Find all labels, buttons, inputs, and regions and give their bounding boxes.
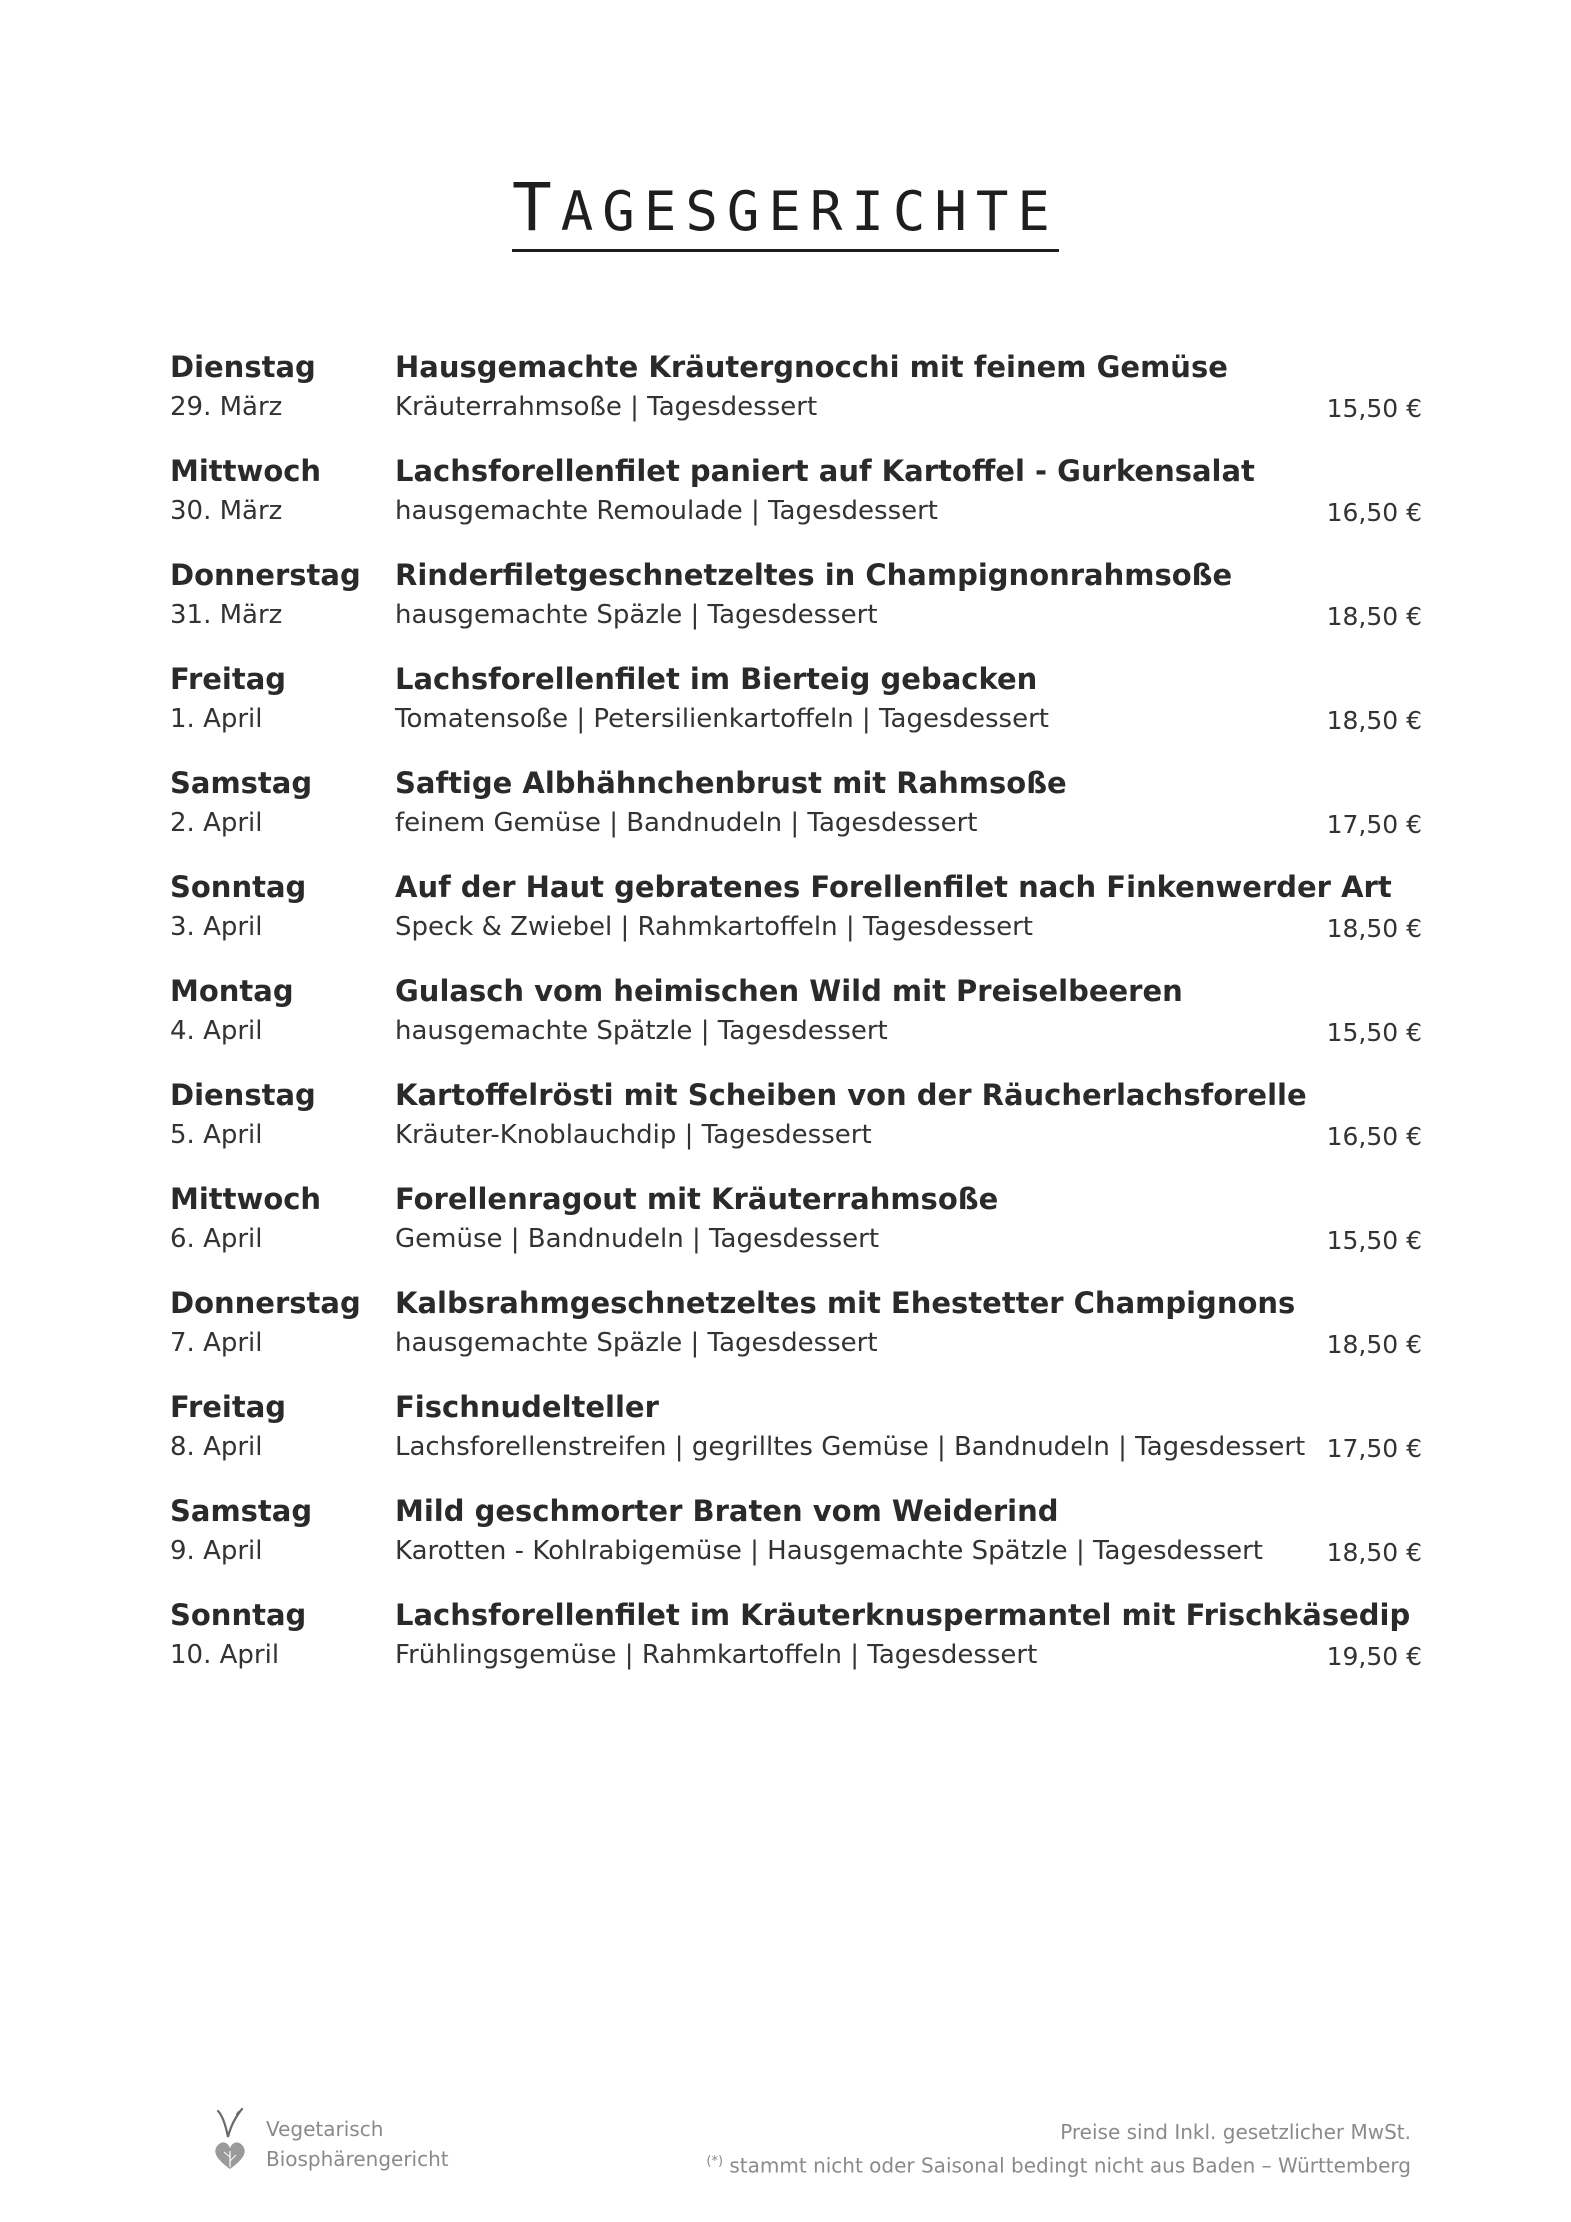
menu-entry <box>170 1286 1422 1390</box>
menu-day: Donnerstag <box>170 1286 361 1320</box>
menu-list <box>170 350 1422 1702</box>
menu-date: 30. März <box>170 496 283 526</box>
menu-entry <box>170 454 1422 558</box>
menu-dish: Rinderfiletgeschnetzeltes in Champignonrahmsoße <box>395 558 1233 592</box>
menu-entry <box>170 1390 1422 1494</box>
menu-sides: hausgemachte Remoulade | Tagesdessert <box>395 496 939 526</box>
menu-dish: Kalbsrahmgeschnetzeltes mit Ehestetter Champignons <box>395 1286 1296 1320</box>
menu-date: 7. April <box>170 1328 263 1358</box>
menu-entry <box>170 766 1422 870</box>
menu-day: Freitag <box>170 1390 287 1424</box>
menu-dish: Lachsforellenfilet im Kräuterknuspermantel mit Frischkäsedip <box>395 1598 1411 1632</box>
menu-price: 18,50 € <box>1326 706 1422 735</box>
menu-sides: hausgemachte Spätzle | Tagesdessert <box>395 1016 888 1046</box>
footnote-origin-text: stammt nicht oder Saisonal bedingt nicht aus Baden – Württemberg <box>723 2153 1411 2178</box>
menu-entry <box>170 1078 1422 1182</box>
menu-sides: Tomatensoße | Petersilienkartoffeln | Tagesdessert <box>395 704 1049 734</box>
menu-price: 15,50 € <box>1326 1018 1422 1047</box>
menu-day: Samstag <box>170 1494 313 1528</box>
menu-day: Mittwoch <box>170 1182 322 1216</box>
menu-date: 8. April <box>170 1432 263 1462</box>
legend-biosphere-label: Biosphärengericht <box>266 2147 449 2171</box>
menu-dish: Auf der Haut gebratenes Forellenfilet nach Finkenwerder Art <box>395 870 1392 904</box>
menu-dish: Saftige Albhähnchenbrust mit Rahmsoße <box>395 766 1067 800</box>
page-title <box>0 169 1571 252</box>
menu-day: Mittwoch <box>170 454 322 488</box>
menu-sides: hausgemachte Späzle | Tagesdessert <box>395 1328 878 1358</box>
menu-date: 2. April <box>170 808 263 838</box>
page-title-rest: AGESGERICHTE <box>560 180 1059 243</box>
footnote-marker: (*) <box>706 2154 724 2169</box>
menu-price: 19,50 € <box>1326 1642 1422 1671</box>
page-title-text <box>512 169 1059 252</box>
menu-sides: hausgemachte Späzle | Tagesdessert <box>395 600 878 630</box>
menu-dish: Fischnudelteller <box>395 1390 659 1424</box>
footnote-vat: Preise sind Inkl. gesetzlicher MwSt. <box>1060 2120 1411 2144</box>
menu-price: 17,50 € <box>1326 1434 1422 1463</box>
menu-date: 6. April <box>170 1224 263 1254</box>
menu-entry <box>170 1182 1422 1286</box>
menu-dish: Lachsforellenfilet paniert auf Kartoffel - Gurkensalat <box>395 454 1255 488</box>
menu-sides: Gemüse | Bandnudeln | Tagesdessert <box>395 1224 880 1254</box>
menu-day: Donnerstag <box>170 558 361 592</box>
menu-dish: Lachsforellenfilet im Bierteig gebacken <box>395 662 1038 696</box>
heart-leaf-icon <box>210 2137 250 2173</box>
menu-sides: Karotten - Kohlrabigemüse | Hausgemachte Spätzle | Tagesdessert <box>395 1536 1263 1566</box>
menu-price: 16,50 € <box>1326 498 1422 527</box>
menu-day: Sonntag <box>170 870 307 904</box>
footnote-origin <box>706 2147 1411 2181</box>
menu-entry <box>170 974 1422 1078</box>
menu-date: 9. April <box>170 1536 263 1566</box>
menu-sides: Frühlingsgemüse | Rahmkartoffeln | Tagesdessert <box>395 1640 1038 1670</box>
menu-entry <box>170 870 1422 974</box>
menu-date: 3. April <box>170 912 263 942</box>
menu-sides: feinem Gemüse | Bandnudeln | Tagesdessert <box>395 808 978 838</box>
menu-day: Freitag <box>170 662 287 696</box>
menu-date: 5. April <box>170 1120 263 1150</box>
menu-day: Dienstag <box>170 350 316 384</box>
menu-date: 4. April <box>170 1016 263 1046</box>
menu-entry <box>170 350 1422 454</box>
menu-dish: Hausgemachte Kräutergnocchi mit feinem Gemüse <box>395 350 1228 384</box>
menu-sides: Speck & Zwiebel | Rahmkartoffeln | Tagesdessert <box>395 912 1033 942</box>
menu-sides: Lachsforellenstreifen | gegrilltes Gemüse | Bandnudeln | Tagesdessert <box>395 1432 1306 1462</box>
menu-dish: Mild geschmorter Braten vom Weiderind <box>395 1494 1059 1528</box>
page-title-initial: T <box>512 169 561 246</box>
menu-date: 10. April <box>170 1640 280 1670</box>
menu-price: 18,50 € <box>1326 914 1422 943</box>
menu-price: 15,50 € <box>1326 1226 1422 1255</box>
menu-date: 1. April <box>170 704 263 734</box>
menu-entry <box>170 662 1422 766</box>
menu-entry <box>170 558 1422 662</box>
menu-price: 18,50 € <box>1326 1330 1422 1359</box>
legend-vegetarian-label: Vegetarisch <box>266 2117 384 2141</box>
menu-entry <box>170 1494 1422 1598</box>
footnote <box>706 2117 1411 2181</box>
menu-dish: Forellenragout mit Kräuterrahmsoße <box>395 1182 999 1216</box>
menu-day: Samstag <box>170 766 313 800</box>
menu-entry <box>170 1598 1422 1702</box>
menu-day: Dienstag <box>170 1078 316 1112</box>
menu-day: Montag <box>170 974 294 1008</box>
menu-price: 17,50 € <box>1326 810 1422 839</box>
menu-price: 18,50 € <box>1326 1538 1422 1567</box>
menu-dish: Gulasch vom heimischen Wild mit Preiselbeeren <box>395 974 1183 1008</box>
menu-date: 29. März <box>170 392 283 422</box>
menu-date: 31. März <box>170 600 283 630</box>
menu-sides: Kräuter-Knoblauchdip | Tagesdessert <box>395 1120 872 1150</box>
menu-sides: Kräuterrahmsoße | Tagesdessert <box>395 392 818 422</box>
menu-dish: Kartoffelrösti mit Scheiben von der Räucherlachsforelle <box>395 1078 1307 1112</box>
menu-price: 16,50 € <box>1326 1122 1422 1151</box>
menu-price: 18,50 € <box>1326 602 1422 631</box>
menu-day: Sonntag <box>170 1598 307 1632</box>
menu-price: 15,50 € <box>1326 394 1422 423</box>
